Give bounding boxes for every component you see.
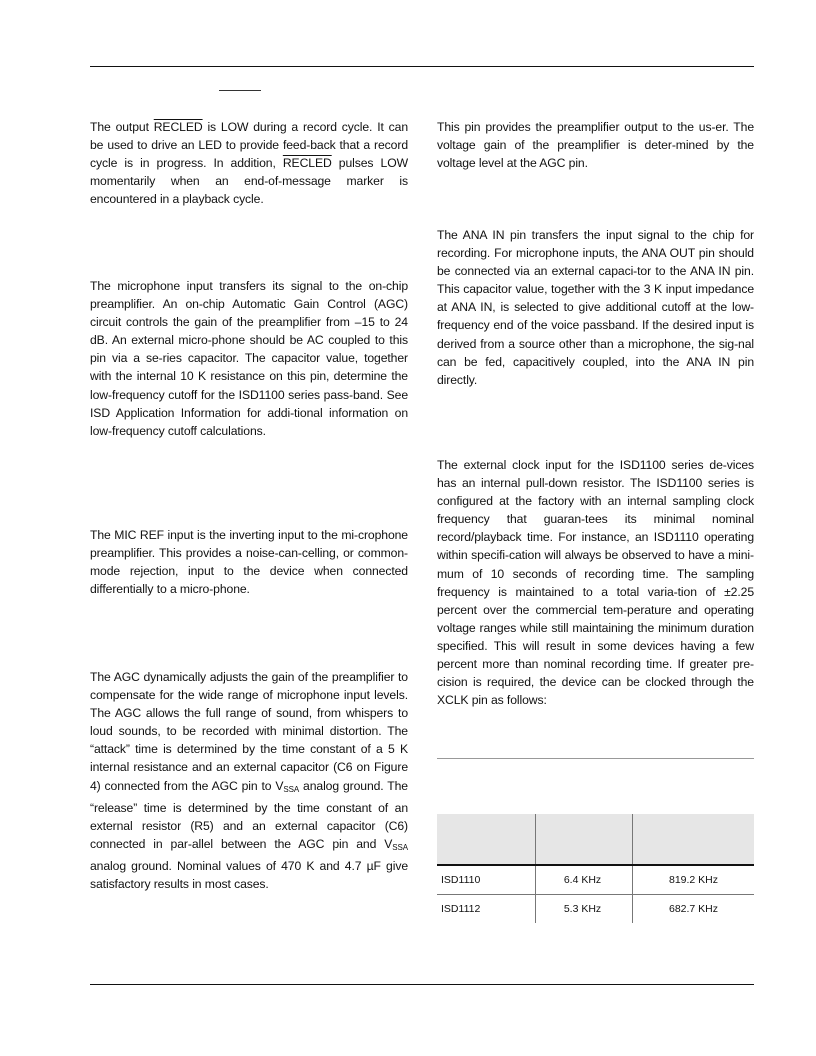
part-number-cell: ISD1112 xyxy=(441,903,481,915)
text: is LOW during a record cycle. It can be used to drive an LED to provide feed-back that a record cycle is in progress. In addition, xyxy=(90,120,408,171)
column-divider xyxy=(632,814,633,864)
header-rule xyxy=(90,66,754,67)
mic-paragraph: The microphone input transfers its signal to the on-chip preamplifier. An on-chip Automatic Gain Control (AGC) circuit controls the gain of the preamplifier from –15 to 24 dB. An external micro-phone should be AC coupled to this pin via a se-ries capacitor. The capacitor value, together with the internal 10 K resistance on this pin, determine the low-frequency cutoff for the ISD1100 series pass-band. See ISD Application Information for addi-tional information on low-frequency cutoff calculations. xyxy=(90,279,408,438)
column-divider xyxy=(535,814,536,864)
recled-signal: RECLED xyxy=(282,156,332,171)
clock-frequency-cell: 819.2 KHz xyxy=(668,874,719,886)
ana-in-paragraph: The ANA IN pin transfers the input signal to the chip for recording. For microphone inputs, the ANA OUT pin should be connected via an external capaci-tor to the ANA IN pin. This capacitor value, together with the 3 K input impedance at ANA IN, is selected to give additional cutoff at the low-frequency end of the voice passband. If the desired input is derived from a source other than a microphone, the sig-nal can be fed, capacitively coupled, into the ANA IN pin directly. xyxy=(437,228,754,387)
recled-paragraph xyxy=(90,118,408,208)
agc-paragraph xyxy=(90,668,408,893)
sample-rate-cell: 6.4 KHz xyxy=(563,874,602,886)
subscript: SSA xyxy=(392,842,408,852)
footer-rule xyxy=(90,984,754,985)
xclk-paragraph: The external clock input for the ISD1100 series de-vices has an internal pull-down resistor. The ISD1100 series is configured at the factory with an internal sampling clock frequency that guaran-tees its minimal nominal record/playback time. For instance, an ISD1110 operating within specifi-cation will always be observed to have a mini-mum of 10 seconds of recording time. The sampling frequency is maintained to a total varia-tion of ±2.25 percent over the commercial tem-perature and operating voltage ranges while still maintaining the minimum duration specified. This will result in some devices having a few percent more than nominal recording time. If greater pre-cision is required, the device can be clocked through the XCLK pin as follows: xyxy=(437,458,754,708)
table-header xyxy=(437,814,754,866)
table-row xyxy=(437,894,754,923)
text: analog ground. The “release” time is determined by the time constant of an external resistor (R5) and an external capacitor (C6) connected in par-allel between the AGC pin and V xyxy=(90,778,408,851)
ana-out-paragraph: This pin provides the preamplifier output to the us-er. The voltage gain of the preamplifier is deter-mined by the voltage level at the AGC pin. xyxy=(437,120,754,171)
subscript: SSA xyxy=(283,784,300,794)
text: The output xyxy=(90,120,154,134)
text: The AGC dynamically adjusts the gain of the preamplifier to compensate for the wide range of microphone input levels. The AGC allows the full range of sound, from whispers to loud sounds, to be recorded with minimal distortion. The “attack” time is determined by the time constant of a 5 K internal resistance and an external capacitor (C6 on Figure 4) connected from the AGC pin to V xyxy=(90,670,408,793)
heading-overline-mark xyxy=(219,90,261,91)
text: analog ground. Nominal values of 470 K and 4.7 µF give satisfactory results in most cases. xyxy=(90,858,408,892)
text: pulses LOW momentarily when an end-of-message marker is encountered in a playback cycle. xyxy=(90,156,408,207)
recled-signal: RECLED xyxy=(153,120,203,134)
clock-frequency-table xyxy=(437,814,754,923)
clock-frequency-cell: 682.7 KHz xyxy=(668,903,719,915)
mic-ref-paragraph: The MIC REF input is the inverting input to the mi-crophone preamplifier. This provides a noise-can-celling, or common-mode rejection, input to the device when connected differentially to a micro-phone. xyxy=(90,528,408,597)
table-top-rule xyxy=(437,758,754,759)
part-number-cell: ISD1110 xyxy=(441,874,481,886)
sample-rate-cell: 5.3 KHz xyxy=(563,903,602,915)
table-row xyxy=(437,866,754,894)
